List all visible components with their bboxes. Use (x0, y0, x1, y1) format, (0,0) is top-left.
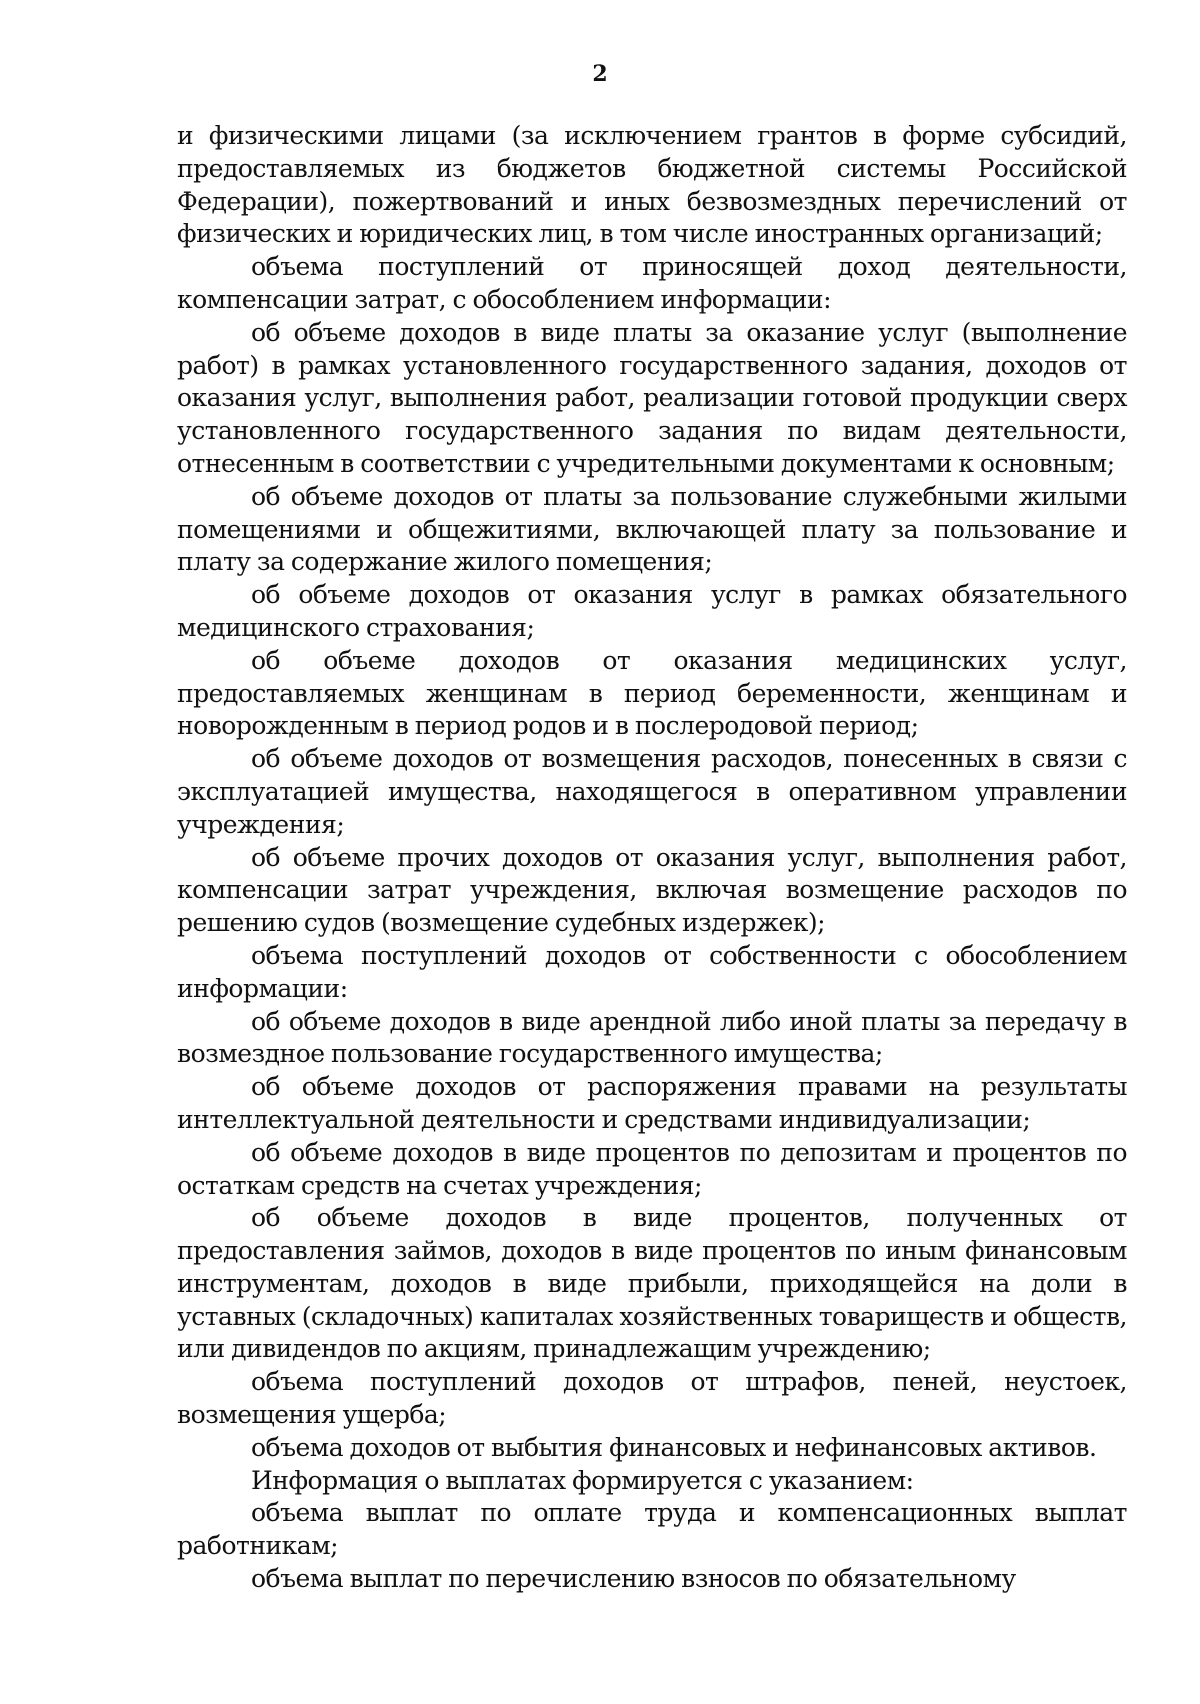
paragraph: и физическими лицами (за исключением грантов в форме субсидий, предоставляемых из бюджетов бюджетной системы Российской Федерации), пожертвований и иных безвозмездных перечислений от физических и юридических лиц, в том числе иностранных организаций; (177, 121, 1127, 249)
paragraph: об объеме прочих доходов от оказания услуг, выполнения работ, компенсации затрат учреждения, включая возмещение расходов по решению судов (возмещение судебных издержек); (177, 842, 1127, 938)
paragraph: объема выплат по перечислению взносов по обязательному (251, 1564, 1016, 1594)
paragraph: об объеме доходов от возмещения расходов, понесенных в связи с эксплуатацией имущества, находящегося в оперативном управлении учреждения; (177, 744, 1127, 839)
paragraph: об объеме доходов в виде процентов по депозитам и процентов по остаткам средств на счетах учреждения; (177, 1137, 1127, 1200)
document-body (177, 120, 1127, 1596)
paragraph: об объеме доходов в виде арендной либо иной платы за передачу в возмездное пользование государственного имущества; (177, 1006, 1127, 1069)
paragraph: об объеме доходов от оказания услуг в рамках обязательного медицинского страхования; (177, 580, 1127, 642)
paragraph: об объеме доходов в виде процентов, полученных от предоставления займов, доходов в виде процентов по иным финансовым инструментам, доходов в виде прибыли, приходящейся на доли в уставных (складочных) капиталах хозяйственных товариществ и обществ, или дивидендов по акциям, принадлежащим учреждению; (177, 1203, 1127, 1364)
paragraph: объема поступлений доходов от собственности с обособлением информации: (177, 940, 1127, 1003)
paragraph: об объеме доходов от платы за пользование служебными жилыми помещениями и общежитиями, включающей плату за пользование и плату за содержание жилого помещения; (177, 481, 1127, 577)
paragraph: объема поступлений от приносящей доход деятельности, компенсации затрат, с обособлением информации: (177, 252, 1127, 314)
paragraph: об объеме доходов от оказания медицинских услуг, предоставляемых женщинам в период беременности, женщинам и новорожденным в период родов и в послеродовой период; (177, 645, 1127, 741)
paragraph: об объеме доходов от распоряжения правами на результаты интеллектуальной деятельности и средствами индивидуализации; (177, 1072, 1127, 1134)
paragraph: объема поступлений доходов от штрафов, пеней, неустоек, возмещения ущерба; (177, 1367, 1127, 1430)
paragraph: об объеме доходов в виде платы за оказание услуг (выполнение работ) в рамках установленного государственного задания, доходов от оказания услуг, выполнения работ, реализации готовой продукции сверх установленного государственного задания по видам деятельности, отнесенным в соответствии с учредительными документами к основным; (177, 317, 1127, 478)
paragraph: объема доходов от выбытия финансовых и нефинансовых активов. (251, 1432, 1097, 1462)
paragraph: Информация о выплатах формируется с указанием: (251, 1465, 914, 1495)
page-number: 2 (592, 61, 608, 87)
paragraph: объема выплат по оплате труда и компенсационных выплат работникам; (177, 1498, 1127, 1561)
